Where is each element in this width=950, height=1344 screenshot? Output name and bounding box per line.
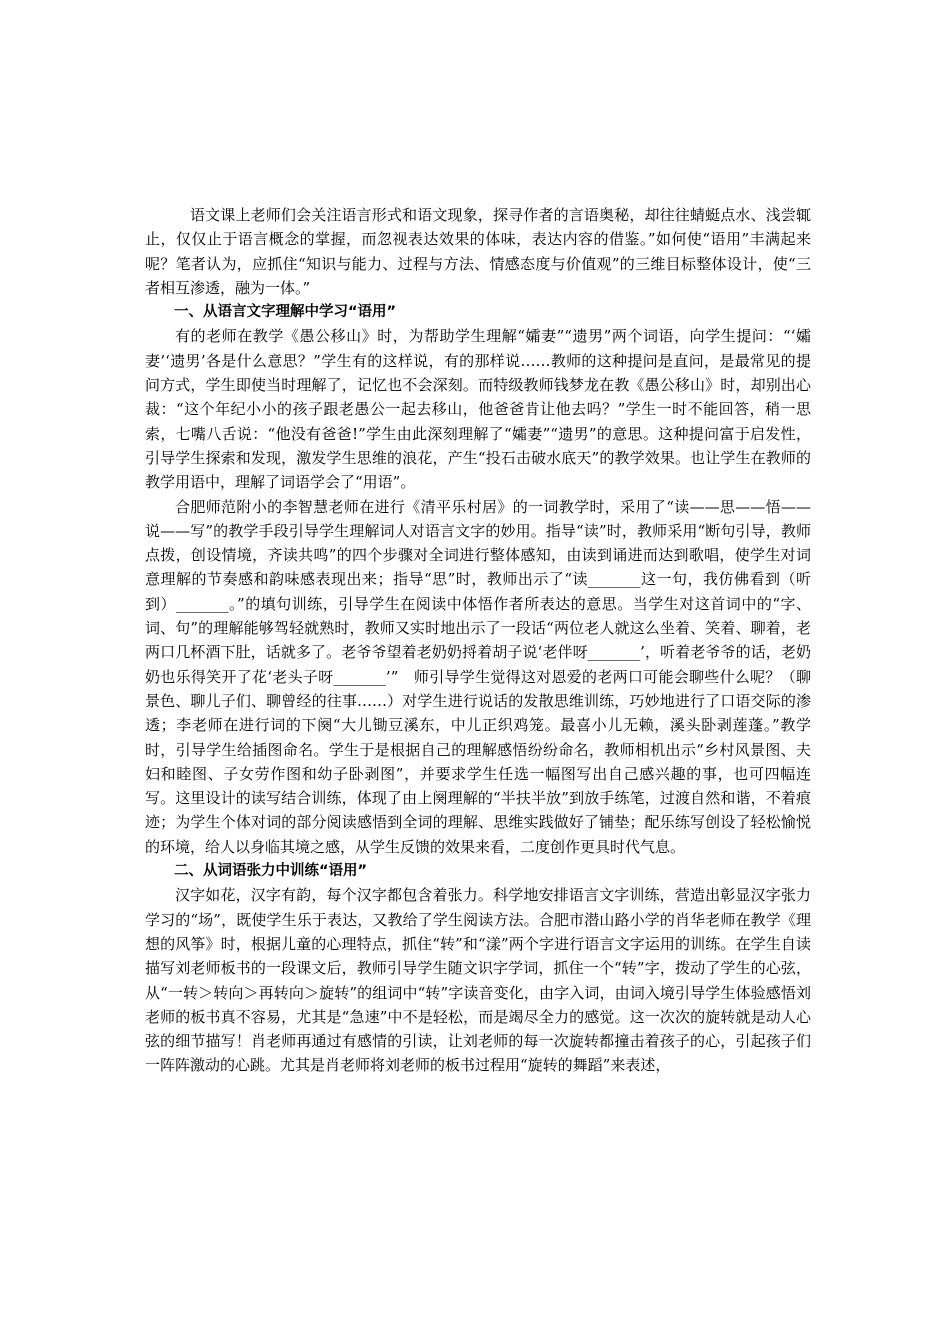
paragraph-2: 合肥师范附小的李智慧老师在进行《清平乐村居》的一词教学时，采用了“读——思——悟——说——写”的教学手段引导学生理解词人对语言文字的妙用。指导“读”时，教师采用“断句引导，教师点拨，创设情境，齐读共鸣”的四个步骤对全词进行整体感知，由读到诵进而达到歌唱，使学生对词意理解的节奏感和韵味感表现出来；指导“思”时，教师出示了“读_______这一句，我仿佛看到（听到）_______。”的填句训练，引导学生在阅读中体悟作者所表达的意思。当学生对这首词中的“字、词、句”的理解能够驾轻就熟时，教师又实时地出示了一段话“两位老人就这么坐着、笑着、聊着，老两口几杯酒下肚，话就多了。老爷爷望着老奶奶捋着胡子说‘老伴呀_______’，听着老爷爷的话，老奶奶也乐得笑开了花‘老头子呀_______’” 师引导学生觉得这对恩爱的老两口可能会聊些什么呢？（聊景色、聊儿子们、聊曾经的往事……）对学生进行说话的发散思维训练，巧妙地进行了口语交际的渗透；李老师在进行词的下阕“大儿锄豆溪东，中儿正织鸡笼。最喜小儿无赖，溪头卧剥莲蓬。”教学时，引导学生给插图命名。学生于是根据自己的理解感悟纷纷命名，教师相机出示“乡村风景图、夫妇和睦图、子女劳作图和幼子卧剥图”，并要求学生任选一幅图写出自己感兴趣的事，也可四幅连写。这里设计的读写结合训练，体现了由上阕理解的“半扶半放”到放手练笔，过渡自然和谐，不着痕迹；为学生个体对词的部分阅读感悟到全词的理解、思维实践做好了铺垫；配乐练写创设了轻松愉悦的环境，给人以身临其境之感，从学生反馈的效果来看，二度创作更具时代气息。 bbox=[145, 497, 811, 856]
intro-paragraph: 语文课上老师们会关注语言形式和语文现象，探寻作者的言语奥秘，却往往蜻蜓点水、浅尝辄止，仅仅止于语言概念的掌握，而忽视表达效果的体味，表达内容的借鉴。”如何使“语用”丰满起来呢？笔者认为，应抓住“知识与能力、过程与方法、情感态度与价值观”的三维目标整体设计，使“三者相互渗透，融为一体。” bbox=[145, 206, 811, 297]
paragraph-1: 有的老师在教学《愚公移山》时，为帮助学生理解“孀妻”“遗男”两个词语，向学生提问：“‘孀妻’‘遗男’各是什么意思？”学生有的这样说，有的那样说……教师的这种提问是直问，是最常见的提问方式，学生即使当时理解了，记忆也不会深刻。而特级教师钱梦龙在教《愚公移山》时，却别出心裁：“这个年纪小小的孩子跟老愚公一起去移山，他爸爸肯让他去吗？”学生一时不能回答，稍一思索，七嘴八舌说：“他没有爸爸!”学生由此深刻理解了“孀妻”“遗男”的意思。这种提问富于启发性，引导学生探索和发现，激发学生思维的浪花，产生“投石击破水底天”的教学效果。也让学生在教师的教学用语中，理解了词语学会了“用语”。 bbox=[145, 327, 811, 492]
paragraph-3: 汉字如花，汉字有韵，每个汉字都包含着张力。科学地安排语言文字训练，营造出彰显汉字张力学习的“场”，既使学生乐于表达，又教给了学生阅读方法。合肥市潜山路小学的肖华老师在教学《理想的风筝》时，根据儿童的心理特点，抓住“转”和“漾”两个字进行语言文字运用的训练。在学生自读描写刘老师板书的一段课文后，教师引导学生随文识字学词，抓住一个“转”字，拨动了学生的心弦，从“一转＞转向＞再转向＞旋转”的组词中“转”字读音变化，由字入词，由词入境引导学生体验感悟刘老师的板书真不容易，尤其是“急速”中不是轻松，而是竭尽全力的感觉。这一次次的旋转就是动人心弦的细节描写！肖老师再通过有感情的引读，让刘老师的每一次旋转都撞击着孩子的心，引起孩子们一阵阵激动的心跳。尤其是肖老师将刘老师的板书过程用“旋转的舞蹈”来表述， bbox=[145, 886, 811, 1075]
section-heading-2: 二、从词语张力中训练“语用” bbox=[174, 863, 368, 880]
section-heading-1: 一、从语言文字理解中学习“语用” bbox=[174, 304, 397, 321]
document-body bbox=[145, 203, 811, 1078]
